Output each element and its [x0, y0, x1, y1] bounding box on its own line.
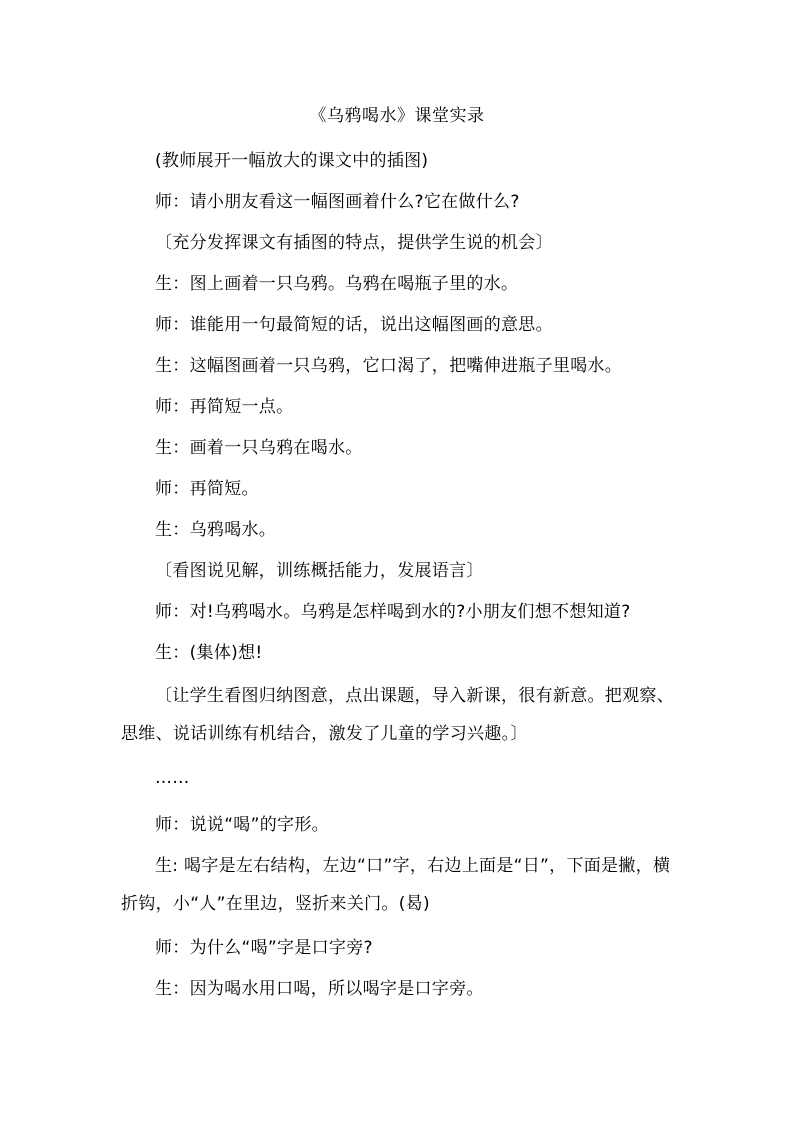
paragraph-comment: 〔让学生看图归纳图意，点出课题，导入新课，很有新意。把观察、思维、说话训练有机结合，激发了儿童的学习兴趣。〕	[121, 686, 674, 744]
paragraph-student: 生：图上画着一只乌鸦。乌鸦在喝瓶子里的水。	[155, 274, 519, 294]
paragraph-teacher: 师：谁能用一句最简短的话，说出这幅图画的意思。	[155, 315, 553, 335]
paragraph-teacher: 师：说说“喝”的字形。	[155, 815, 329, 835]
paragraph-teacher: 师：为什么“喝”字是口字旁?	[155, 938, 373, 958]
paragraph-teacher: 师：请小朋友看这一幅图画着什么?它在做什么?	[155, 192, 520, 212]
paragraph-student: 生：画着一只乌鸦在喝水。	[155, 438, 363, 458]
paragraph-teacher: 师：再简短。	[155, 479, 259, 499]
paragraph-student: 生：这幅图画着一只乌鸦，它口渴了，把嘴伸进瓶子里喝水。	[155, 356, 623, 376]
paragraph-teacher: 师：对!乌鸦喝水。乌鸦是怎样喝到水的?小朋友们想不想知道?	[155, 602, 631, 622]
paragraph-student: 生：因为喝水用口喝，所以喝字是口字旁。	[155, 979, 484, 999]
paragraph-comment: 〔看图说见解，训练概括能力，发展语言〕	[155, 561, 484, 581]
paragraph-student: 生：(集体)想!	[155, 643, 263, 663]
paragraph-stage-direction: (教师展开一幅放大的课文中的插图)	[155, 151, 429, 171]
paragraph-comment: 〔充分发挥课文有插图的特点，提供学生说的机会〕	[155, 233, 553, 253]
paragraph-student: 生：乌鸦喝水。	[155, 520, 277, 540]
paragraph-teacher: 师：再简短一点。	[155, 397, 294, 417]
paragraph-student: 生: 喝字是左右结构，左边“口”字，右边上面是“日”，下面是撇，横折钩，小“人”在里边，竖折来关门。(曷)	[121, 856, 671, 914]
paragraph-ellipsis: ……	[155, 768, 190, 788]
document-title: 《乌鸦喝水》课堂实录	[309, 106, 485, 126]
